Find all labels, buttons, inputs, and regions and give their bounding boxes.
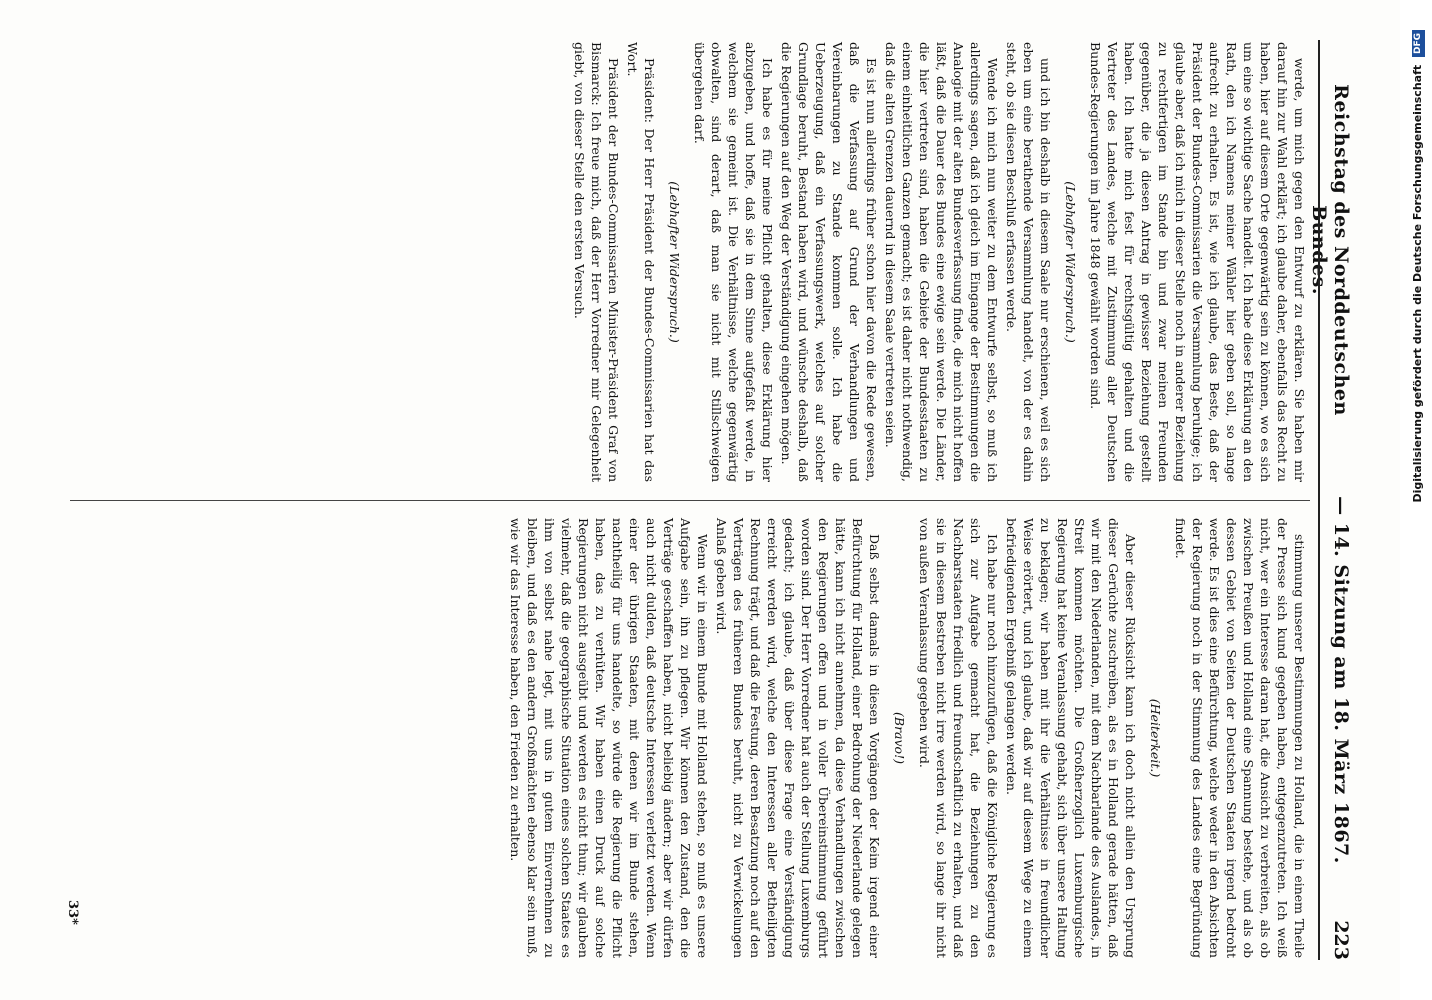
paragraph: Es ist nun allerdings früher schon hier davon die Rede gewesen, daß die Verfassung auf Grund der Verhandlungen und Vereinbarungen zu Stande kommen solle. Ich habe die Ueberzeugung, daß ein Verfassungswerk, welches auf solcher Grundlage beruht, Bestand haben wird, und wünsche deshalb, daß die Regierungen auf den Weg der Verständigung eingehen mögen. xyxy=(779,42,879,482)
column-separator xyxy=(70,500,1310,501)
interjection: (Lebhafter Widerspruch.) xyxy=(667,181,682,343)
paragraph: stimmung unserer Bestimmungen zu Holland, die in einem Theile der Presse sich kund gegeben haben, entgegenzutreten. Ich weiß nicht, wer ein Interesse daran hat, die Ansicht zu verbreiten, als ob zwischen Preußen und Holland eine Spannung bestehe, und als ob dessen Gebiet von Seiten der Deutschen Staaten irgend bedroht werde. Es ist dies eine Befürchtung, welche weder in den Absichten der Regierung noch in der Stimmung des Landes eine Begründung findet. xyxy=(1173,518,1307,958)
paragraph: werde, um mich gegen den Entwurf zu erklären. Sie haben mir darauf hin zur Wahl erklärt; ich glaube daher, ebenfalls das Recht zu haben, hier auf diesem Orte gegenwärtig sein zu können, wo es sich um eine so wichtige Sache handelt. Ich habe diese Erklärung an den Rath, den ich Namens meiner Wähler hier geben soll, so lange aufrecht zu erhalten. Es ist, wie ich glaube, das Beste, daß der Präsident der Bundes-Commissarien die Versammlung beruhige; ich glaube aber, daß ich mich in dieser Stelle noch in anderer Beziehung zu rechtfertigen im Stande bin und zwar meinen Freunden gegenüber, die ja diesen Antrag in gewisser Beziehung gestellt haben. Ich hatte mich fest für rechtsgültig gehalten und die Vertreter des Landes, welche mit Zustimmung aller Deutschen Bundes-Regierungen im Jahre 1848 gewählt worden sind. xyxy=(1088,42,1307,482)
paragraph: Ich habe nur noch hinzuzufügen, daß die Königliche Regierung es sich zur Aufgabe gemacht hat, die Beziehungen zu den Nachbarstaaten friedlich und freundschaftlich zu erhalten, und daß sie in diesem Bestreben nicht irre werden wird, so lange ihr nicht von außen Veranlassung gegeben wird. xyxy=(917,518,1000,958)
dfg-logo: DFG xyxy=(1412,30,1425,57)
header-rule xyxy=(1318,40,1320,960)
page-header xyxy=(1308,40,1360,960)
left-column xyxy=(569,42,1308,482)
journal-title: Reichstag des Norddeutschen Bundes. xyxy=(1308,84,1352,416)
interjection: (Bravo!) xyxy=(892,712,907,764)
page-number: 223 xyxy=(1330,920,1352,960)
printer-signature: 33* xyxy=(65,900,80,925)
paragraph: Daß selbst damals in diesen Vorgängen der Keim irgend einer Befürchtung für Holland, einer Bedrohung der Niederlande gelegen hätte, kann ich nicht annehmen, da diese Verhandlungen zwischen den Regierungen offen und in voller Übereinstimmung geführt worden sind. Der Herr Vorredner hat auch der Stellung Luxemburgs gedacht; ich glaube, daß über diese Frage eine Verständigung erreicht werden wird, welche den Interessen aller Betheiligten Rechnung trägt, und daß die Festung, deren Besatzung noch auf den Verträgen des früheren Bundes beruht, nicht zu Verwickelungen Anlaß geben wird. xyxy=(714,518,882,958)
interjection: (Heiterkeit.) xyxy=(1148,698,1163,778)
paragraph: Aber dieser Rücksicht kann ich doch nicht allein den Ursprung dieser Gerüchte zuschreiben, als es in Holland gerade hätten, daß wir mit den Niederlanden, mit dem Nachbarlande des Auslandes, in Streit kommen möchten. Die Großherzoglich Luxemburgische Regierung hat keine Veranlassung gehabt, sich über unsere Haltung zu beklagen; wir haben mit ihr die Verhältnisse in freundlicher Weise erörtert, und ich glaube, daß wir auf diesem Wege zu einem befriedigenden Ergebniß gelangen werden. xyxy=(1004,518,1138,958)
right-column xyxy=(505,518,1308,958)
paragraph: Ich habe es für meine Pflicht gehalten, diese Erklärung hier abzugeben, und hoffe, daß sie in dem Sinne aufgefaßt werde, in welchem sie gemeint ist. Die Verhältnisse, welche gegenwärtig obwalten, sind derart, daß man sie nicht mit Stillschweigen übergehen darf. xyxy=(692,42,775,482)
paragraph: Wenn wir in einem Bunde mit Holland stehen, so muß es unsere Aufgabe sein, ihn zu pflegen. Wir können den Zustand, den die Verträge geschaffen haben, nicht beliebig ändern; aber wir dürfen auch nicht dulden, daß deutsche Interessen verletzt werden. Wenn einer der übrigen Staaten, mit denen wir im Bunde stehen, nachtheilig für uns handelte, so würde die Regierung die Pflicht haben, das zu verhüten. Wir haben einen Druck auf solche Regierungen nicht ausgeübt und werden es nicht thun; wir glauben vielmehr, daß die geographische Situation eines solchen Staates es ihm von selbst nahe legt, mit uns in gutem Einvernehmen zu bleiben, und daß es den andern Großmächten ebenso klar sein muß, wie wir das Interesse haben, den Frieden zu erhalten. xyxy=(508,518,710,958)
paragraph: und ich bin deshalb in diesem Saale nur erschienen, weil es sich eben um eine berathende Versammlung handelt, von der es dahin steht, ob sie diesen Beschluß erfassen werde. xyxy=(1004,42,1053,482)
digitization-credit xyxy=(1408,0,1428,1000)
paragraph: Wende ich mich nun weiter zu dem Entwurfe selbst, so muß ich allerdings sagen, daß ich gleich im Eingange der Bestimmungen die Analogie mit der alten Bundesverfassung finde, die mich nicht hoffen läßt, daß die Dauer des Bundes eine ewige sein werde. Die Länder, die hier vertreten sind, haben die Gebiete der Bundesstaaten zu einem einheitlichen Ganzen gemacht; es ist daher nicht nothwendig, daß die alten Grenzen dauernd in diesem Saale vertreten seien. xyxy=(883,42,1000,483)
paragraph: Präsident der Bundes-Commissarien Minister-Präsident Graf von Bismarck: Ich freue mich, daß der Herr Vorredner mir Gelegenheit giebt, von dieser Stelle den ersten Versuch. xyxy=(572,42,621,482)
interjection: (Lebhafter Widerspruch.) xyxy=(1063,181,1078,343)
session-title: — 14. Sitzung am 18. März 1867. xyxy=(1330,496,1352,864)
credit-text: Digitalisierung gefördert durch die Deutsche Forschungsgemeinschaft xyxy=(1411,64,1424,503)
paragraph: Präsident: Der Herr Präsident der Bundes-Commissarien hat das Wort. xyxy=(625,42,657,482)
